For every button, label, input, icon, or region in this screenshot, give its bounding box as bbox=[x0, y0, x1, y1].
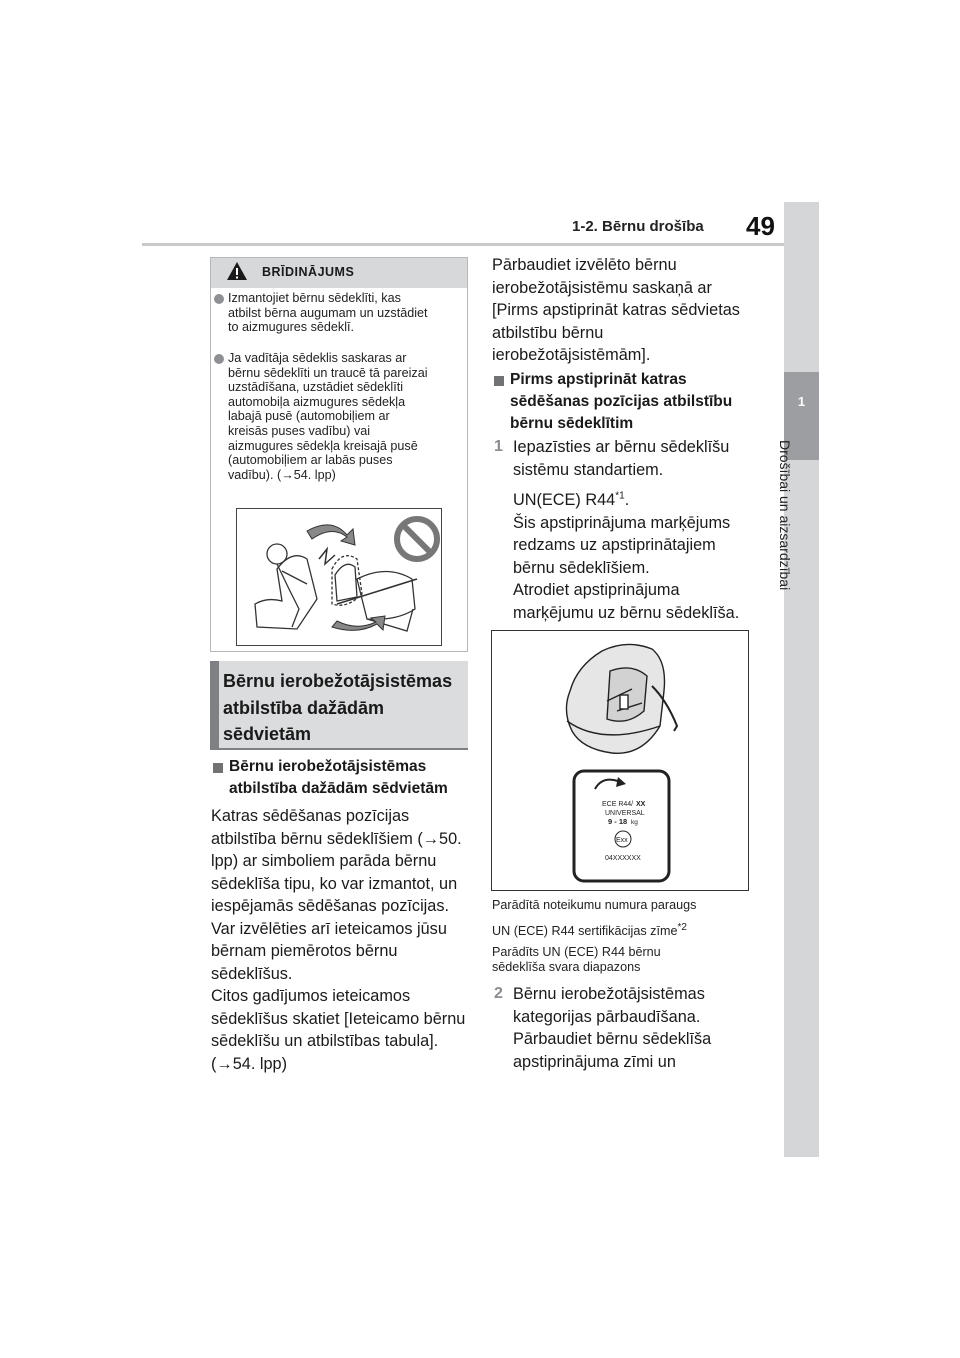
caption-3 bbox=[492, 945, 661, 974]
paragraph-line: (→54. lpp) bbox=[211, 1054, 288, 1073]
heading-line: sēdvietām bbox=[223, 724, 312, 744]
label-weight-unit: kg bbox=[631, 819, 638, 826]
warning-line: labajā pusē (automobiļiem ar bbox=[228, 409, 390, 424]
warning-item-2 bbox=[228, 351, 460, 482]
paragraph-line: lpp) ar simboliem parāda bērnu bbox=[211, 852, 437, 870]
paragraph-line: iespējamās sēdēšanas pozīcijas. bbox=[211, 897, 450, 915]
child-seat-illustration bbox=[492, 631, 748, 890]
header-rule bbox=[142, 243, 784, 246]
warning-title: BRĪDINĀJUMS bbox=[262, 265, 355, 279]
square-bullet-icon bbox=[494, 376, 504, 386]
paragraph-line: Citos gadījumos ieteicamos bbox=[211, 987, 411, 1005]
paragraph-line: atbilstība bērnu sēdeklīšiem (→50. bbox=[211, 829, 462, 848]
subheading-line: atbilstība dažādām sēdvietām bbox=[229, 780, 448, 797]
paragraph-line: ierobežotājsistēmu saskaņā ar bbox=[492, 278, 712, 297]
warning-line: Izmantojiet bērnu sēdeklīti, kas bbox=[228, 291, 401, 305]
standard-code bbox=[513, 489, 775, 512]
seat-collision-illustration bbox=[237, 509, 441, 645]
paragraph-line: redzams uz apstiprinātajiem bbox=[513, 536, 716, 554]
warning-line: vadību). (→54. lpp) bbox=[228, 467, 336, 482]
chapter-label: Drošībai un aizsardzībai bbox=[777, 440, 793, 591]
square-bullet-icon bbox=[213, 763, 223, 773]
heading-line: atbilstība dažādām bbox=[223, 697, 385, 718]
left-subheading bbox=[229, 756, 448, 800]
caption-line: sēdeklīša svara diapazons bbox=[492, 959, 641, 974]
warning-line: Ja vadītāja sēdeklis saskaras ar bbox=[228, 351, 407, 365]
paragraph-line: Bērnu ierobežotājsistēmas bbox=[513, 985, 705, 1003]
label-weight: 9 - 18 bbox=[608, 817, 628, 826]
page-number: 49 bbox=[746, 211, 775, 241]
paragraph-line: kategorijas pārbaudīšana. bbox=[513, 1007, 701, 1026]
warning-bullet-icon bbox=[214, 354, 224, 364]
left-paragraph bbox=[211, 805, 473, 1075]
paragraph-line: sēdeklīšus. bbox=[211, 964, 293, 983]
footnote-ref: *2 bbox=[677, 921, 687, 933]
step-number: 1 bbox=[494, 438, 503, 455]
paragraph-line: sēdeklīšus skatiet [Ieteicamo bērnu bbox=[211, 1009, 466, 1028]
warning-line: aizmugures sēdekļa kreisajā pusē bbox=[228, 438, 418, 453]
paragraph-line: atbilstību bērnu bbox=[492, 323, 604, 342]
caption-1: Parādītā noteikumu numura paraugs bbox=[492, 898, 697, 912]
label-circle-code: Exx bbox=[616, 837, 628, 844]
code-tail: . bbox=[624, 491, 630, 509]
paragraph-line: ierobežotājsistēmām]. bbox=[492, 346, 651, 364]
footnote-ref: *1 bbox=[615, 490, 625, 502]
subheading-line: Bērnu ierobežotājsistēmas bbox=[229, 758, 427, 775]
warning-item-1 bbox=[228, 291, 460, 335]
paragraph-line: sistēmu standartiem. bbox=[513, 460, 664, 479]
paragraph-line: Pārbaudiet izvēlēto bērnu bbox=[492, 256, 677, 274]
code-text: UN(ECE) R44 bbox=[513, 491, 616, 509]
warning-line: (automobiļiem ar labās puses bbox=[228, 453, 393, 468]
subheading-line: sēdēšanas pozīcijas atbilstību bbox=[510, 393, 733, 410]
caption-text: UN (ECE) R44 sertifikācijas zīme bbox=[492, 924, 678, 938]
paragraph-line: Katras sēdēšanas pozīcijas bbox=[211, 807, 410, 825]
subheading-line: bērnu sēdeklītim bbox=[510, 415, 634, 432]
prohibited-icon bbox=[397, 519, 437, 559]
paragraph-line: sēdeklīša tipu, ko var izmantot, un bbox=[211, 874, 458, 893]
paragraph-line: sēdeklīšu un atbilstības tabula]. bbox=[211, 1032, 439, 1050]
paragraph-line: Iepazīsties ar bērnu sēdeklīšu bbox=[513, 438, 730, 456]
paragraph-line: Atrodiet apstiprinājuma bbox=[513, 581, 680, 599]
paragraph-line: marķējumu uz bērnu sēdeklīša. bbox=[513, 603, 740, 622]
paragraph-line: Var izvēlēties arī ieteicamos jūsu bbox=[211, 919, 447, 938]
section-heading-rule bbox=[210, 748, 468, 750]
warning-line: uzstādīšana, uzstādiet sēdeklīti bbox=[228, 380, 404, 395]
section-title: 1-2. Bērnu drošība bbox=[572, 218, 704, 235]
warning-line: kreisās puses vadību) vai bbox=[228, 423, 371, 438]
approval-label-illustration bbox=[491, 630, 749, 891]
caption-line: Parādīts UN (ECE) R44 bērnu bbox=[492, 945, 661, 959]
step-number: 2 bbox=[494, 985, 503, 1002]
paragraph-line: bērnu sēdeklīšiem. bbox=[513, 558, 650, 577]
warning-bullet-icon bbox=[214, 294, 224, 304]
step-1-text bbox=[513, 436, 775, 624]
warning-line: automobiļa aizmugures sēdekļa bbox=[228, 394, 406, 409]
paragraph-line: [Pirms apstiprināt katras sēdvietas bbox=[492, 301, 740, 319]
paragraph-line: Šis apstiprinājuma marķējums bbox=[513, 513, 731, 532]
heading-line: Bērnu ierobežotājsistēmas bbox=[223, 671, 453, 691]
paragraph-line: apstiprinājuma zīmi un bbox=[513, 1052, 676, 1071]
label-universal: UNIVERSAL bbox=[605, 810, 645, 817]
warning-line: atbilst bērna augumam un uzstādiet bbox=[228, 305, 428, 320]
label-ece-xx: XX bbox=[636, 801, 646, 808]
warning-line: bērnu sēdeklīti un traucē tā pareizai bbox=[228, 365, 428, 380]
prohibited-installation-illustration bbox=[236, 508, 442, 646]
right-subheading bbox=[510, 369, 732, 435]
warning-line: to aizmugures sēdeklī. bbox=[228, 320, 354, 335]
subheading-line: Pirms apstiprināt katras bbox=[510, 371, 687, 388]
step-2-text bbox=[513, 983, 775, 1073]
caption-2 bbox=[492, 921, 687, 939]
paragraph-line: Pārbaudiet bērnu sēdeklīša bbox=[513, 1030, 712, 1048]
label-ece-text: ECE R44/ bbox=[602, 801, 634, 808]
paragraph-line: bērnam piemērotos bērnu bbox=[211, 942, 398, 960]
warning-triangle-icon bbox=[226, 261, 248, 281]
label-serial: 04XXXXXX bbox=[605, 855, 641, 862]
section-heading bbox=[223, 668, 463, 748]
chapter-side-tab bbox=[784, 202, 819, 1157]
chapter-number: 1 bbox=[797, 394, 806, 409]
right-intro bbox=[492, 254, 772, 367]
section-heading-bar bbox=[210, 661, 219, 749]
